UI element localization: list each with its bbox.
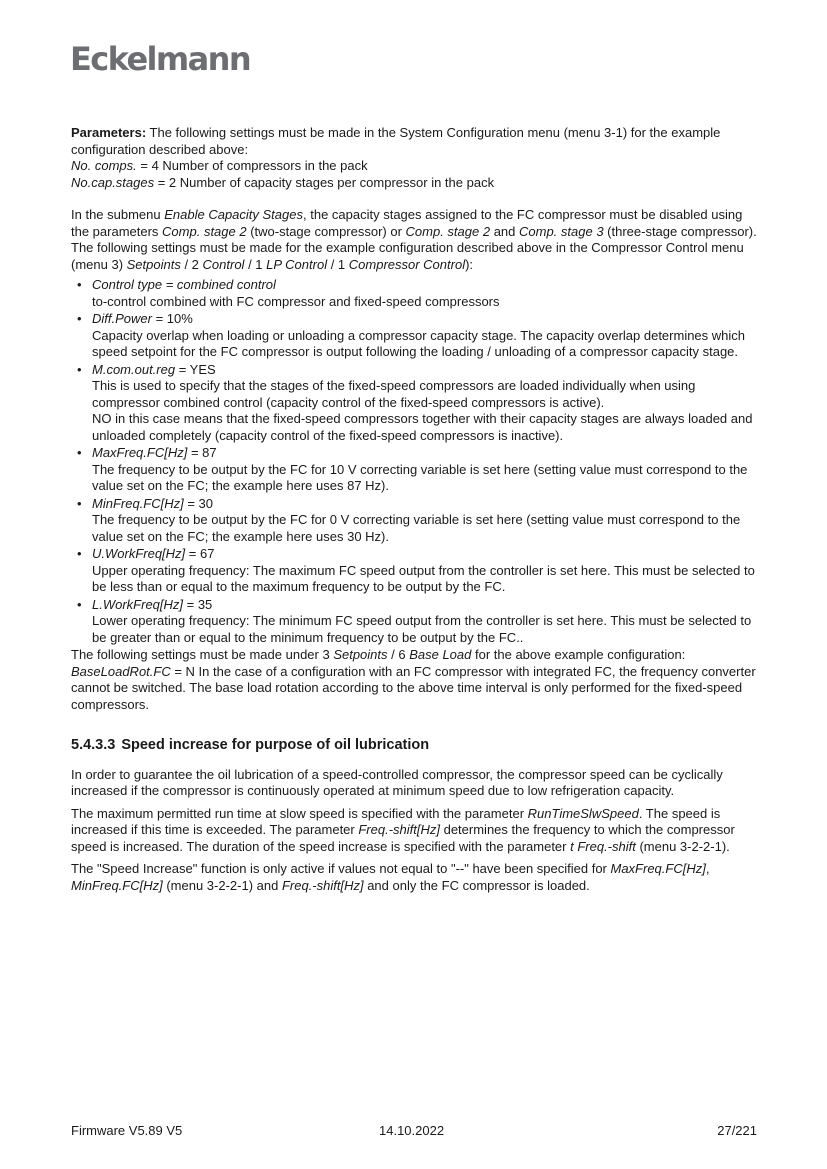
list-item: • Control type = combined control to-control combined with FC compressor and fixed-speed compressors	[71, 277, 761, 310]
parameter-list	[71, 277, 761, 646]
section-paragraph-2: The maximum permitted run time at slow speed is specified with the parameter RunTimeSlwSpeed. The speed is increased if this time is exceeded. The parameter Freq.-shift[Hz] determines the frequency to which the compressor speed is increased. The duration of the speed increase is specified with the parameter t Freq.-shift (menu 3-2-2-1).	[71, 805, 735, 854]
footer-firmware: Firmware V5.89 V5	[71, 1123, 183, 1138]
baseload-paragraph: The following settings must be made under 3 Setpoints / 6 Base Load for the above example configuration: BaseLoadRot.FC = N In the case of a configuration with an FC compressor with integrated FC, the frequency converter cannot be switched. The base load rotation according to the above time interval is only performed for the fixed-speed compressors.	[71, 647, 756, 712]
page-content	[71, 125, 761, 894]
list-item: • MaxFreq.FC[Hz] = 87 The frequency to be output by the FC for 10 V correcting variable is set here (setting value must correspond to the value set on the FC; the example here uses 87 Hz).	[71, 445, 761, 495]
list-item: • M.com.out.reg = YES This is used to specify that the stages of the fixed-speed compressors are loaded individually when using compressor combined control (capacity control of the fixed-speed compressors is active). NO in this case means that the fixed-speed compressors together with their capacity stages are always loaded and unloaded completely (capacity control of the fixed-speed compressors is inactive).	[71, 362, 761, 445]
param-no-cap-stages: No.cap.stages = 2 Number of capacity stages per compressor in the pack	[71, 174, 495, 190]
param-no-comps: No. comps. = 4 Number of compressors in the pack	[71, 158, 368, 173]
section-heading: 5.4.3.3 Speed increase for purpose of oil lubrication	[71, 737, 430, 753]
list-item: • MinFreq.FC[Hz] = 30 The frequency to be output by the FC for 0 V correcting variable is set here (setting value must correspond to the value set on the FC; the example here uses 30 Hz).	[71, 496, 761, 546]
control-intro-paragraph: The following settings must be made for the example configuration described above in the Compressor Control menu (menu 3) Setpoints / 2 Control / 1 LP Control / 1 Compressor Control):	[71, 240, 744, 272]
list-item: • L.WorkFreq[Hz] = 35 Lower operating frequency: The minimum FC speed output from the controller is set here. This must be selected to be greater than or equal to the minimum frequency to be output by the FC..	[71, 597, 761, 647]
section-paragraph-3: The "Speed Increase" function is only active if values not equal to "--" have been specified for MaxFreq.FC[Hz], MinFreq.FC[Hz] (menu 3-2-2-1) and Freq.-shift[Hz] and only the FC compressor is loaded.	[71, 861, 710, 893]
list-item: • U.WorkFreq[Hz] = 67 Upper operating frequency: The maximum FC speed output from the controller is set here. This must be selected to be less than or equal to the maximum frequency to be output by the FC.	[71, 546, 761, 596]
company-logo: Eckelmann	[70, 40, 251, 78]
section-paragraph-1: In order to guarantee the oil lubrication of a speed-controlled compressor, the compressor speed can be cyclically increased if the compressor is continuously operated at minimum speed due to low refrigeration capacity.	[71, 766, 723, 798]
footer-date: 14.10.2022	[379, 1123, 445, 1138]
footer-page-number: 27/221	[717, 1123, 757, 1138]
parameters-label: Parameters:	[71, 125, 147, 140]
parameters-intro: Parameters: The following settings must be made in the System Configuration menu (menu 3-1) for the example configuration described above:	[71, 125, 721, 157]
submenu-paragraph: In the submenu Enable Capacity Stages, the capacity stages assigned to the FC compressor must be disabled using the parameters Comp. stage 2 (two-stage compressor) or Comp. stage 2 and Comp. stage 3 (three-stage compressor).	[71, 207, 757, 239]
list-item: • Diff.Power = 10% Capacity overlap when loading or unloading a compressor capacity stage. The capacity overlap determines which speed setpoint for the FC compressor is output following the loading / unloading of a compressor capacity stage.	[71, 311, 761, 361]
